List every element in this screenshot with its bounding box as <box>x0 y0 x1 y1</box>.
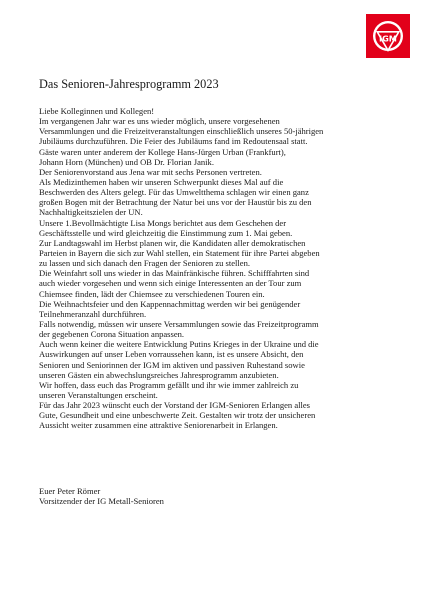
body-line: zu lassen und sich danach den Fragen der Senioren zu stellen. <box>39 258 250 269</box>
body-line: unseren Veranstaltungen erscheint. <box>39 389 158 400</box>
body-line: unseren Gästen ein abwechslungsreiches Jahresprogramm anzubieten. <box>39 369 279 380</box>
body-line: der gegebenen Corona Situation anpassen. <box>39 329 185 340</box>
signature-name: Euer Peter Römer <box>39 486 101 496</box>
body-line: Versammlungen und die Freizeitveranstaltungen einschließlich unseres 50-jährigen <box>39 126 324 137</box>
ig-metall-logo <box>366 14 410 58</box>
body-line: Senioren und Seniorinnen der IGM im aktiven und passiven Ruhestand sowie <box>39 359 305 370</box>
body-line: Wir hoffen, dass euch das Programm gefällt und ihr wie immer zahlreich zu <box>39 379 299 390</box>
signature-block <box>39 486 164 506</box>
body-line: Falls notwendig, müssen wir unsere Versammlungen sowie das Freizeitprogramm <box>39 318 319 329</box>
body-line: Liebe Kolleginnen und Kollegen! <box>39 106 155 116</box>
body-line: Nachhaltigkeitszielen der UN. <box>39 207 143 218</box>
body-line: Parteien in Bayern die sich zur Wahl stellen, ein Statement für ihre Partei abgeben <box>39 247 320 258</box>
body-line: Gute, Gesundheit und eine unbeschwerte Zeit. Gestalten wir trotz der unsicheren <box>39 410 316 421</box>
page-title: Das Senioren-Jahresprogramm 2023 <box>39 77 219 91</box>
signature-role: Vorsitzender der IG Metall-Senioren <box>39 496 164 507</box>
logo-lettering: IGM <box>379 33 397 44</box>
body-line: Gäste waren unter anderem der Kollege Hans-Jürgen Urban (Frankfurt), <box>39 146 286 157</box>
body-line: Unsere 1.Bevollmächtigte Lisa Mongs berichtet aus dem Geschehen der <box>39 217 287 228</box>
body-line: Beschwerden des Alters gelegt. Für das Umweltthema schlagen wir einen ganz <box>39 187 309 198</box>
body-line: Als Medizinthemen haben wir unseren Schwerpunkt dieses Mal auf die <box>39 176 284 187</box>
body-line: Aussicht weiter zusammen eine attraktive Seniorenarbeit in Erlangen. <box>39 420 278 431</box>
body-line: Im vergangenen Jahr war es uns wieder möglich, unsere vorgesehenen <box>39 116 280 127</box>
body-line: Jubiläums durchzuführen. Die Feier des Jubiläums fand im Redoutensaal statt. <box>39 136 308 147</box>
letter-body <box>39 106 409 431</box>
body-line: Die Weinfahrt soll uns wieder in das Mainfränkische führen. Schifffahrten sind <box>39 268 310 279</box>
body-line: großen Bogen mit der Betrachtung der Natur bei uns vor der Haustür bis zu den <box>39 197 312 208</box>
body-line: Für das Jahr 2023 wünscht euch der Vorstand der IGM-Senioren Erlangen alles <box>39 400 310 411</box>
body-line: Zur Landtagswahl im Herbst planen wir, die Kandidaten aller demokratischen <box>39 237 306 248</box>
body-line: Geschäftsstelle und wird gleichzeitig die Einstimmung zum 1. Mai geben. <box>39 227 293 238</box>
body-line: Teilnehmeranzahl durchführen. <box>39 308 147 319</box>
body-line: Auch wenn keiner die weitere Entwicklung Putins Krieges in der Ukraine und die <box>39 339 319 350</box>
body-line: Die Weihnachtsfeier und den Kappennachmittag werden wir bei genügender <box>39 298 301 309</box>
body-line: Chiemsee finden, lädt der Chiemsee zu verschiedenen Touren ein. <box>39 288 265 299</box>
body-line: Auswirkungen auf unser Leben vorraussehen kann, ist es unsere Absicht, den <box>39 349 304 360</box>
body-line: Der Seniorenvorstand aus Jena war mit sechs Personen vertreten. <box>39 166 262 177</box>
body-line: auch wieder vorgesehen und wenn sich einige Interessenten an der Tour zum <box>39 278 302 289</box>
body-line: Johann Horn (München) und OB Dr. Florian Janik. <box>39 156 214 167</box>
